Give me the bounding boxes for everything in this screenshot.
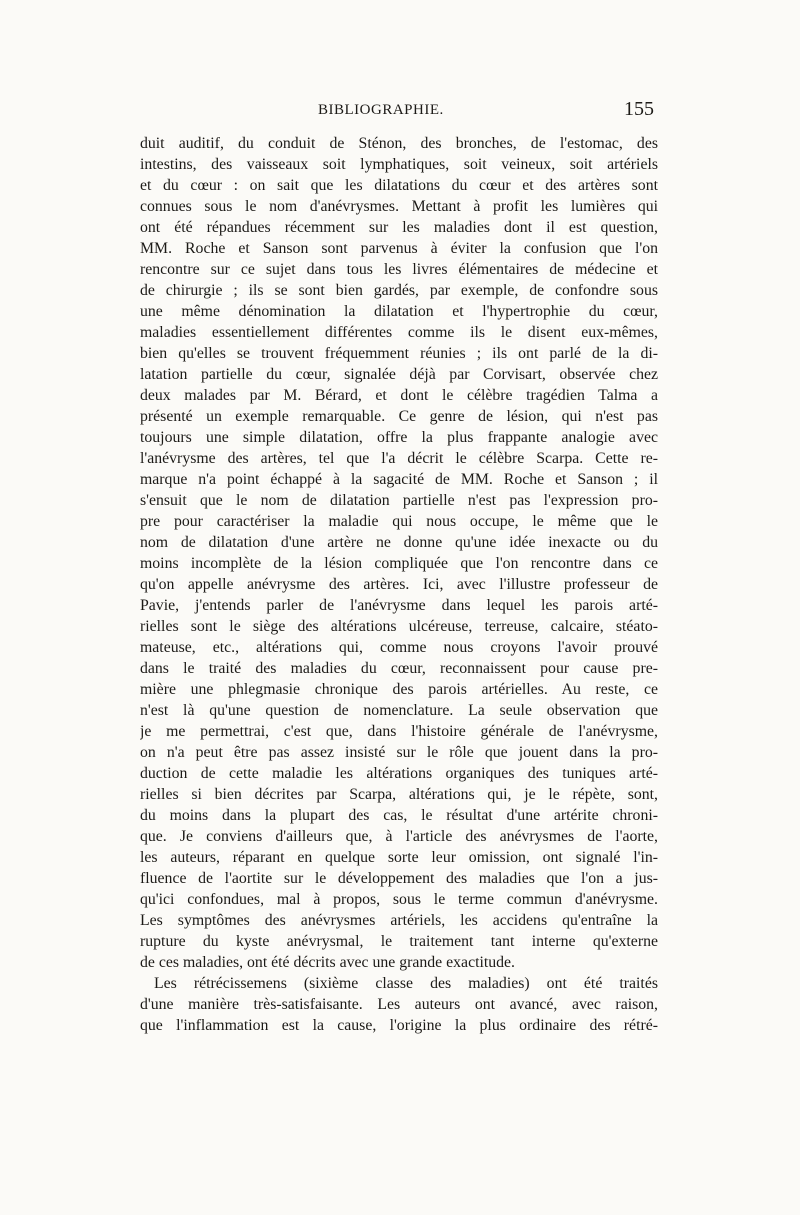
page-header bbox=[140, 98, 658, 122]
text-line: intestins, des vaisseaux soit lymphatiques, soit veineux, soit artériels bbox=[140, 156, 658, 173]
text-line: rupture du kyste anévrysmal, le traitement tant interne qu'externe bbox=[140, 933, 658, 950]
text-line: présenté un exemple remarquable. Ce genre de lésion, qui n'est pas bbox=[140, 408, 658, 425]
text-line: que. Je conviens d'ailleurs que, à l'article des anévrysmes de l'aorte, bbox=[140, 828, 658, 845]
text-line: l'anévrysme des artères, tel que l'a décrit le célèbre Scarpa. Cette re- bbox=[140, 450, 658, 467]
text-line: mateuse, etc., altérations qui, comme nous croyons l'avoir prouvé bbox=[140, 639, 658, 656]
text-line: on n'a peut être pas assez insisté sur le rôle que jouent dans la pro- bbox=[140, 744, 658, 761]
text-line: s'ensuit que le nom de dilatation partielle n'est pas l'expression pro- bbox=[140, 492, 658, 509]
text-line: n'est là qu'une question de nomenclature. La seule observation que bbox=[140, 702, 658, 719]
text-line: les auteurs, réparant en quelque sorte leur omission, ont signalé l'in- bbox=[140, 849, 658, 866]
text-line: Les symptômes des anévrysmes artériels, les accidens qu'entraîne la bbox=[140, 912, 658, 929]
text-line: dans le traité des maladies du cœur, reconnaissent pour cause pre- bbox=[140, 660, 658, 677]
text-line: et du cœur : on sait que les dilatations du cœur et des artères sont bbox=[140, 177, 658, 194]
text-line: fluence de l'aortite sur le développement des maladies que l'on a jus- bbox=[140, 870, 658, 887]
text-line: mière une phlegmasie chronique des parois artérielles. Au reste, ce bbox=[140, 681, 658, 698]
text-line: ont été répandues récemment sur les maladies dont il est question, bbox=[140, 219, 658, 236]
text-line: bien qu'elles se trouvent fréquemment réunies ; ils ont parlé de la di- bbox=[140, 345, 658, 362]
text-line: de chirurgie ; ils se sont bien gardés, par exemple, de confondre sous bbox=[140, 282, 658, 299]
text-line: rielles sont le siège des altérations ulcéreuse, terreuse, calcaire, stéato- bbox=[140, 618, 658, 635]
text-line: pre pour caractériser la maladie qui nous occupe, le même que le bbox=[140, 513, 658, 530]
text-line: du moins dans la plupart des cas, le résultat d'une artérite chroni- bbox=[140, 807, 658, 824]
text-line: deux malades par M. Bérard, et dont le célèbre tragédien Talma a bbox=[140, 387, 658, 404]
text-line: MM. Roche et Sanson sont parvenus à éviter la confusion que l'on bbox=[140, 240, 658, 257]
text-line: duction de cette maladie les altérations organiques des tuniques arté- bbox=[140, 765, 658, 782]
text-line: latation partielle du cœur, signalée déjà par Corvisart, observée chez bbox=[140, 366, 658, 383]
text-line: rencontre sur ce sujet dans tous les livres élémentaires de médecine et bbox=[140, 261, 658, 278]
text-line: Pavie, j'entends parler de l'anévrysme dans lequel les parois arté- bbox=[140, 597, 658, 614]
text-line: nom de dilatation d'une artère ne donne qu'une idée inexacte ou du bbox=[140, 534, 658, 551]
text-line: maladies essentiellement différentes comme ils le disent eux-mêmes, bbox=[140, 324, 658, 341]
text-line: duit auditif, du conduit de Sténon, des bronches, de l'estomac, des bbox=[140, 135, 658, 152]
text-line: une même dénomination la dilatation et l'hypertrophie du cœur, bbox=[140, 303, 658, 320]
text-line: de ces maladies, ont été décrits avec une grande exactitude. bbox=[140, 954, 515, 971]
text-line: que l'inflammation est la cause, l'origine la plus ordinaire des rétré- bbox=[140, 1017, 658, 1034]
text-line: d'une manière très-satisfaisante. Les auteurs ont avancé, avec raison, bbox=[140, 996, 658, 1013]
text-line: je me permettrai, c'est que, dans l'histoire générale de l'anévrysme, bbox=[140, 723, 658, 740]
text-line: qu'on appelle anévrysme des artères. Ici, avec l'illustre professeur de bbox=[140, 576, 658, 593]
page-number: 155 bbox=[624, 98, 654, 120]
body-text bbox=[140, 133, 658, 1036]
text-line: connues sous le nom d'anévrysmes. Mettant à profit les lumières qui bbox=[140, 198, 658, 215]
text-line: moins incomplète de la lésion compliquée que l'on rencontre dans ce bbox=[140, 555, 658, 572]
text-line: toujours une simple dilatation, offre la plus frappante analogie avec bbox=[140, 429, 658, 446]
text-line: rielles si bien décrites par Scarpa, altérations qui, je le répète, sont, bbox=[140, 786, 658, 803]
text-line: qu'ici confondues, mal à propos, sous le terme commun d'anévrysme. bbox=[140, 891, 658, 908]
text-line: Les rétrécissemens (sixième classe des maladies) ont été traités bbox=[154, 975, 658, 992]
running-head: BIBLIOGRAPHIE. bbox=[318, 102, 444, 118]
text-line: marque n'a point échappé à la sagacité de MM. Roche et Sanson ; il bbox=[140, 471, 658, 488]
